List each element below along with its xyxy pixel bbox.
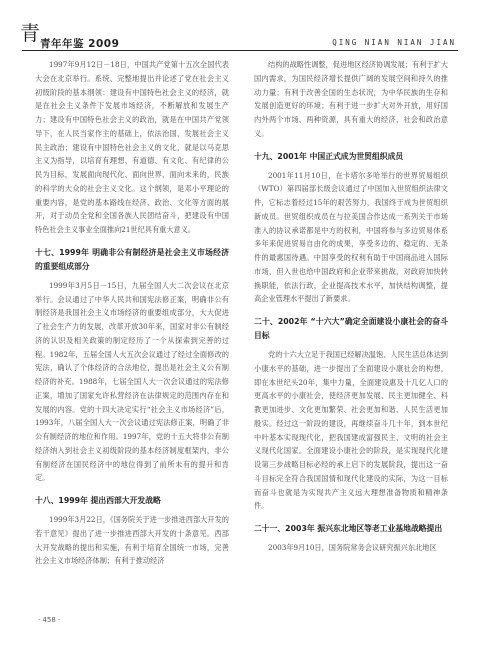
section-heading: 十八、1999年 提出西部大开发战略 [35,496,161,505]
body-paragraph: 党的十六大立足于我国已经解决温饱、人民生活总体达到小康水平的基础，进一步提出了全面建设小康社会的构想，即在本世纪头20年，集中力量，全面建设惠及十几亿人口的更高水平的小康社会，使经济更加发展、民主更加健全、科教更加进步、文化更加繁荣、社会更加和谐、人民生活更加殷实。经过这一阶段的建设，再继续奋斗几十年，到本世纪中叶基本实现现代化，把我国建成富强民主、文明的社会主义现代化国家。全面建设小康社会的阶段，是实现现代化建设第三步战略目标必经的承上启下的发展阶段，提出这一奋斗目标完全符合我国国情和现代化建设的实际，为这一目标而奋斗也就是为实现共产主义远大理想准备物质和精神条件。 [254,350,448,511]
left-column [35,58,229,568]
header-title: 青年年鉴 2009 [40,38,120,50]
body-paragraph: 1999年3月5日－15日，九届全国人大二次会议在北京举行。会议通过了中华人民共和国宪法修正案，明确非公有制经济是我国社会主义市场经济的重要组成部分，大大促进了社会生产力的发展，改革开放30年来，国家对非公有制经济的认识及相关政策的制定经历了一个从探索到完善的过程。1982年，五届全国人大五次会议通过了经过全面修改的宪法，确认了个体经济的合法地位，提出是社会主义公有制经济的补充。1988年，七届全国人大一次会议通过的宪法修正案，增加了国家允许私营经济在法律规定的范围内存在和发展的内容。党的十四大决定实行“社会主义市场经济”后，1993年，八届全国人大一次会议通过宪法修正案，明确了非公有制经济的地位和作用。1997年，党的十五大将非公有制经济纳入到社会主义初级阶段的基本经济制度框架内，非公有制经济在国民经济中的地位得到了前所未有的提升和肯定。 [35,280,229,483]
section-heading: 二十、2002年 “十六大”确定全面建设小康社会的奋斗目标 [254,317,448,340]
section-heading: 十九、2001年 中国正式成为世贸组织成员 [254,151,404,161]
page-header [0,0,480,52]
body-paragraph: 2003年9月10日，国务院常务会议研究振兴东北地区 [268,543,437,552]
body-paragraph: 1997年9月12日－18日，中国共产党第十五次全国代表大会在北京举行。系统、完整地提出并论述了党在社会主义初级阶段的基本纲领：建设有中国特色社会主义的经济，就是在社会主义条件下发展市场经济，不断解放和发展生产力；建设有中国特色社会主义的政治，就是在中国共产党领导下，在人民当家作主的基础上，依法治国，发展社会主义民主政治；建设有中国特色社会主义的文化，就是以马克思主义为指导，以培育有理想、有道德、有文化、有纪律的公民为目标，发展面向现代化、面向世界、面向未来的，民族的科学的大众的社会主义文化。这个纲领，是邓小平理论的重要内容，是党的基本路线在经济、政治、文化等方面的展开，对于动员全党和全国各族人民团结奋斗，把建设有中国特色社会主义事业全面推向21世纪具有重大意义。 [35,60,229,234]
section-heading: 十七、1999年 明确非公有制经济是社会主义市场经济的重要组成部分 [35,247,229,271]
header-divider [22,50,458,51]
body-paragraph: 结构的战略性调整，促进地区经济协调发展；有利于扩大国内需求，为国民经济增长提供广阔的发展空间和持久的推动力量；有利于改善全国的生态状况，为中华民族的生存和发展创造更好的环境；有利于进一步扩大对外开放，用好国内外两个市场、两种资源，具有重大的经济、社会和政治意义。 [254,60,448,138]
body-paragraph: 2001年11月10日，在卡塔尔多哈举行的世界贸易组织（WTO）第四届部长级会议通过了中国加入世贸组织法律文件，它标志着经过15年的艰苦努力，我国终于成为世贸组织新成员。世贸组织成员在与拉美国合作达成一系列关于市场准入的协议承诺都是中方的权利，中国将参与多边贸易体系多年来促进贸易自由化的成果，享受多边的、稳定的、无条件的最惠国待遇。中国享受的权利有助于中国商品进入国际市场，但入世也给中国政府和企业带来挑战，对政府加快转换职能，依法行政，企业提高技术水平，加快结构调整，提高企业管理水平提出了新要求。 [254,170,448,304]
right-column [254,58,448,555]
section-heading: 二十一、2003年 振兴东北地区等老工业基地战略提出 [254,524,443,533]
yearbook-logo-icon: 青 [20,21,40,45]
body-paragraph: 1999年3月22日，《国务院关于进一步推进西部大开发的若干意见》提出了进一步推进西部大开发的十条意见。西部大开发战略的提出和实施，有利于培育全国统一市场，完善社会主义市场经济体制；有利于推动经济 [35,515,229,566]
page-number: · 458 · [38,616,61,624]
header-pinyin: QING NIAN NIAN JIAN [332,38,456,47]
